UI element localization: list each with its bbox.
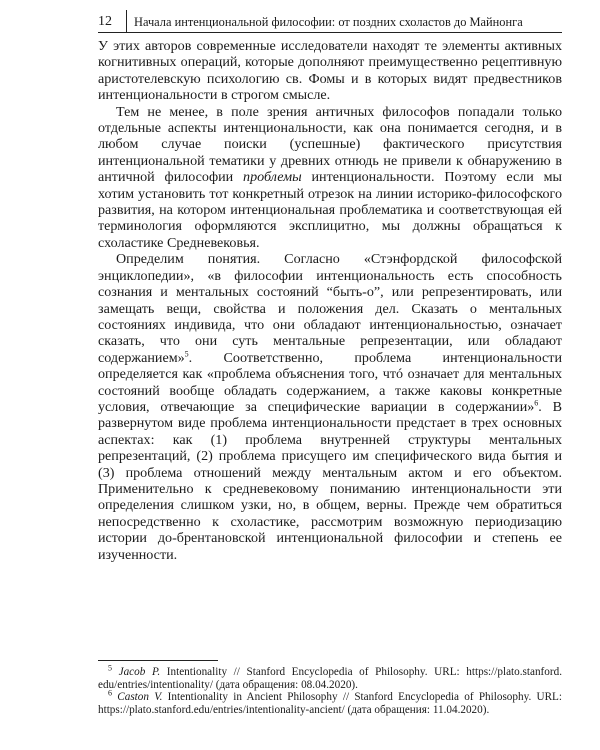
paragraph-3-part-3: . В развернутом виде проблема интенциональности предстает в трех основных аспектах: как (1) проблема внутренней структуры ментальных репрезентаций, (2) проблема присущего им специфического вида бытия и (3) проблема отношений между ментальным актом и его объектом. Применительно к средневековому пониманию интенциональности эти определения слишком узки, но, в общем, верны. Прежде чем обратиться непосредственно к схоластике, рассмотрим возможную периодизацию истории до-брентановской интенциональной философии и степень ее изученности. [98, 398, 562, 563]
footnote-ref-5[interactable]: 5 [184, 349, 189, 359]
footnote-5-author: Jacob P. [118, 666, 161, 678]
footnote-separator [98, 660, 218, 661]
paragraph-2 [98, 104, 562, 252]
paragraph-1-text: У этих авторов современные исследователи находят те элементы активных когнитивных операций, которые дополняют преимущественно рецептивную аристотелевскую психологию св. Фомы и в которых видят предвестников интенциональности в строгом смысле. [98, 38, 562, 104]
footnote-5 [98, 663, 562, 691]
paragraph-3-part-2: . Соответственно, проблема интенциональности определяется как «проблема объяснения того, чтó означает для ментальных состояний вообще обладать содержанием, а также каковы конкретные условия, отвечающие за специфические вариации в содержании» [98, 349, 562, 415]
footnote-ref-6[interactable]: 6 [534, 398, 539, 408]
running-title: Начала интенциональной философии: от поздних схоластов до Майнонга [134, 15, 523, 29]
paragraph-2-text-before: Тем не менее, в поле зрения античных философов попадали только отдельные аспекты интенциональности, как она понимается сегодня, и в любом случае поиски (успешные) фактического присутствия интенциональной тематики у древних отнюдь не привели к обнаружению в античной философии [98, 103, 562, 186]
main-text [98, 38, 562, 563]
footnote-5-text: Intentionality // Stanford Encyclopedia of Philosophy. URL: https://plato.stanford. edu/entries/intentionality/ (дата обращения: 08.04.2020). [98, 666, 562, 691]
paragraph-3 [98, 251, 562, 563]
header-horizontal-rule [98, 32, 562, 33]
footnote-6-author: Caston V. [117, 691, 163, 704]
paragraph-2-text-after: интенциональности. Поэтому если мы хотим установить тот конкретный отрезок на линии историко-философского развития, на котором интенциональная проблематика и соответствующая ей терминология оформляются эксплицитно, мы должны обращаться к схоластике Средневековья. [98, 169, 563, 251]
paragraph-3-part-1: Определим понятия. Согласно «Стэнфордской философской энциклопедии», «в философии интенциональность есть способность сознания и ментальных состояний “быть-о”, или репрезентировать, или замещать вещи, свойства и положения дел. Сказать о ментальных состояниях индивида, что они обладают интенциональностью, означает сказать, что они суть ментальные репрезентации, или обладают содержанием» [98, 251, 562, 366]
emphasis-problem: проблемы [243, 169, 302, 186]
footnote-6-mark: 6 [108, 688, 112, 698]
paragraph-1 [98, 38, 562, 104]
header-vertical-rule [126, 10, 127, 32]
page-number: 12 [98, 14, 112, 29]
footnote-6-text: Intentionality in Ancient Philosophy // Stanford Encyclopedia of Philosophy. URL: https://plato.stanford.edu/entries/intentionality-ancient/ (дата обращения: 11.04.2020). [98, 691, 562, 716]
running-head [98, 10, 562, 34]
footnote-6 [98, 688, 562, 716]
footnote-5-mark: 5 [108, 663, 112, 673]
footnotes [98, 663, 562, 716]
